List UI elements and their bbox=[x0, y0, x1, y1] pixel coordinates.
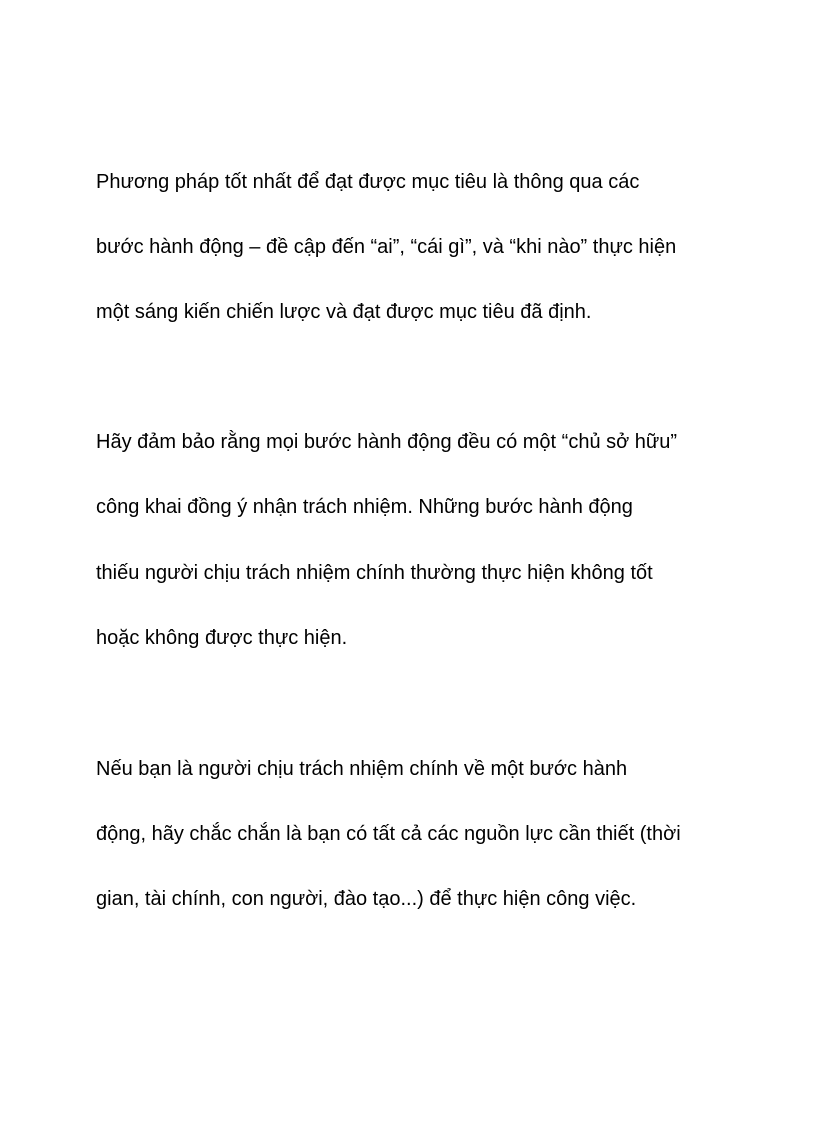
paragraph-line: thiếu người chịu trách nhiệm chính thường thực hiện không tốt bbox=[96, 562, 653, 584]
paragraph-line: động, hãy chắc chắn là bạn có tất cả các nguồn lực cần thiết (thời bbox=[96, 823, 681, 845]
paragraph-line: Hãy đảm bảo rằng mọi bước hành động đều có một “chủ sở hữu” bbox=[96, 431, 678, 453]
paragraph-line: một sáng kiến chiến lược và đạt được mục tiêu đã định. bbox=[96, 301, 592, 323]
paragraph-line: hoặc không được thực hiện. bbox=[96, 627, 348, 649]
paragraph-line: bước hành động – đề cập đến “ai”, “cái gì”, và “khi nào” thực hiện bbox=[96, 236, 677, 258]
paragraph-line: Nếu bạn là người chịu trách nhiệm chính về một bước hành bbox=[96, 758, 628, 780]
paragraph-line: gian, tài chính, con người, đào tạo...) để thực hiện công việc. bbox=[96, 888, 637, 910]
paragraph-line: Phương pháp tốt nhất để đạt được mục tiêu là thông qua các bbox=[96, 171, 640, 193]
paragraph-line: công khai đồng ý nhận trách nhiệm. Những bước hành động bbox=[96, 496, 633, 518]
